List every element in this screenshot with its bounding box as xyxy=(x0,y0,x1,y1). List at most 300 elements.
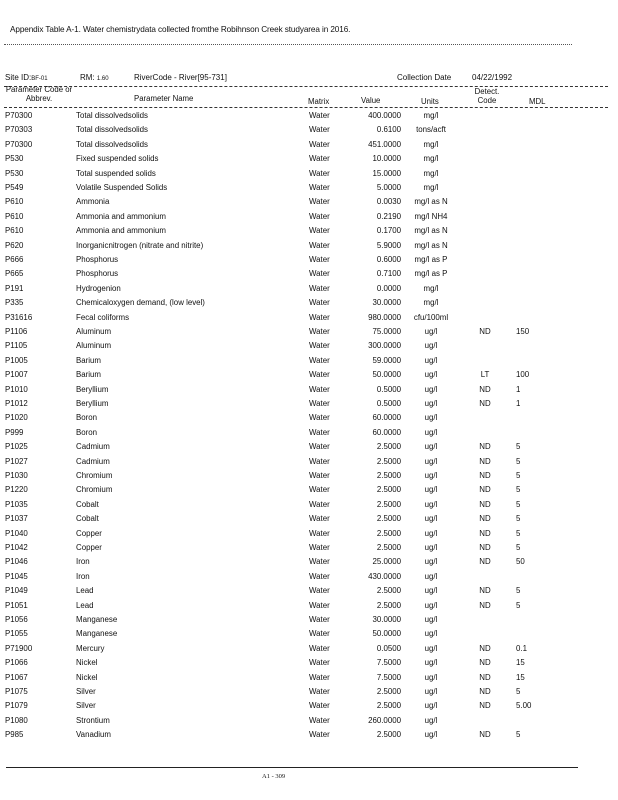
header-matrix: Matrix xyxy=(308,97,330,106)
mdl-cell: 5 xyxy=(516,514,521,524)
mdl-cell: 15 xyxy=(516,672,525,682)
parameter-name-cell: Total dissolvedsolids xyxy=(76,139,148,149)
table-row xyxy=(0,442,618,456)
header-mdl: MDL xyxy=(529,97,546,106)
parameter-name-cell: Ammonia and ammonium xyxy=(76,211,166,221)
value-cell: 2.5000 xyxy=(376,471,401,480)
parameter-name-cell: Beryllium xyxy=(76,384,109,394)
table-row xyxy=(0,701,618,715)
parameter-code-cell: P70300 xyxy=(5,139,33,149)
units-cell: ug/l xyxy=(424,456,438,466)
parameter-code-cell: P530 xyxy=(5,154,24,164)
units-cell: ug/l xyxy=(424,543,438,552)
parameter-name-cell: Cobalt xyxy=(76,514,99,524)
detect-code-cell: ND xyxy=(479,528,491,538)
matrix-cell: Water xyxy=(309,499,330,509)
value-cell: 5.9000 xyxy=(376,240,401,250)
units-cell: mg/l xyxy=(423,298,439,308)
detect-code-cell: ND xyxy=(479,485,491,495)
matrix-cell: Water xyxy=(309,643,330,653)
parameter-code-cell: P1005 xyxy=(5,355,28,365)
table-row xyxy=(0,413,618,427)
table-row xyxy=(0,197,618,211)
matrix-cell: Water xyxy=(309,586,330,596)
parameter-name-cell: Total dissolvedsolids xyxy=(76,125,148,135)
parameter-name-cell: Chromium xyxy=(76,471,113,480)
table-row xyxy=(0,716,618,730)
header-detect-code: Detect. Code xyxy=(474,87,500,105)
matrix-cell: Water xyxy=(309,183,330,192)
table-row xyxy=(0,356,618,370)
table-row xyxy=(0,557,618,571)
value-cell: 260.0000 xyxy=(368,715,401,725)
value-cell: 2.5000 xyxy=(376,528,401,538)
parameter-name-cell: Manganese xyxy=(76,615,118,624)
parameter-name-cell: Inorganicnitrogen (nitrate and nitrite) xyxy=(76,240,204,250)
table-row xyxy=(0,658,618,672)
units-cell: ug/l xyxy=(424,672,438,682)
value-cell: 2.5000 xyxy=(376,586,401,596)
table-row xyxy=(0,601,618,615)
units-cell: ug/l xyxy=(424,687,438,696)
parameter-code-cell: P1080 xyxy=(5,715,28,725)
parameter-code-cell: P666 xyxy=(5,255,24,264)
river-mile xyxy=(80,73,109,82)
parameter-name-cell: Fecal coliforms xyxy=(76,312,130,322)
matrix-cell: Water xyxy=(309,154,330,164)
value-cell: 300.0000 xyxy=(368,341,401,351)
matrix-cell: Water xyxy=(309,341,330,351)
matrix-cell: Water xyxy=(309,211,330,221)
matrix-cell: Water xyxy=(309,485,330,495)
parameter-code-cell: P1037 xyxy=(5,514,28,524)
parameter-code-cell: P1075 xyxy=(5,687,28,696)
table-row xyxy=(0,241,618,255)
value-cell: 2.5000 xyxy=(376,687,401,696)
table-row xyxy=(0,327,618,341)
mdl-cell: 150 xyxy=(516,327,530,336)
parameter-name-cell: Iron xyxy=(76,571,90,581)
table-row xyxy=(0,212,618,226)
matrix-cell: Water xyxy=(309,384,330,394)
value-cell: 7.5000 xyxy=(376,658,401,668)
detect-code-cell: ND xyxy=(479,600,491,610)
matrix-cell: Water xyxy=(309,355,330,365)
detect-code-cell: ND xyxy=(479,687,491,696)
parameter-name-cell: Strontium xyxy=(76,715,110,725)
units-cell: ug/l xyxy=(424,600,438,610)
value-cell: 2.5000 xyxy=(376,485,401,495)
mdl-cell: 5 xyxy=(516,442,521,452)
detect-code-cell: ND xyxy=(479,672,491,682)
units-cell: ug/l xyxy=(424,658,438,668)
parameter-code-cell: P1007 xyxy=(5,370,28,380)
mdl-cell: 100 xyxy=(516,370,530,380)
parameter-name-cell: Chromium xyxy=(76,485,113,495)
matrix-cell: Water xyxy=(309,370,330,380)
parameter-name-cell: Copper xyxy=(76,528,102,538)
parameter-code-cell: P1040 xyxy=(5,528,28,538)
units-cell: ug/l xyxy=(424,427,438,437)
table-row xyxy=(0,485,618,499)
parameter-name-cell: Total suspended solids xyxy=(76,168,156,178)
mdl-cell: 5.00 xyxy=(516,701,532,711)
units-cell: ug/l xyxy=(424,341,438,351)
units-cell: mg/l as P xyxy=(414,255,448,264)
parameter-name-cell: Boron xyxy=(76,413,98,423)
detect-code-cell: ND xyxy=(479,514,491,524)
value-cell: 0.0000 xyxy=(376,283,401,293)
table-row xyxy=(0,730,618,744)
parameter-code-cell: P985 xyxy=(5,730,24,740)
units-cell: ug/l xyxy=(424,384,438,394)
units-cell: ug/l xyxy=(424,413,438,423)
units-cell: ug/l xyxy=(424,327,438,336)
units-cell: ug/l xyxy=(424,499,438,509)
parameter-name-cell: Mercury xyxy=(76,643,105,653)
table-row xyxy=(0,514,618,528)
detect-code-cell: ND xyxy=(479,471,491,480)
value-cell: 430.0000 xyxy=(368,571,401,581)
detect-code-cell: ND xyxy=(479,543,491,552)
parameter-name-cell: Manganese xyxy=(76,629,118,639)
units-cell: ug/l xyxy=(424,586,438,596)
matrix-cell: Water xyxy=(309,283,330,293)
value-cell: 30.0000 xyxy=(372,615,401,624)
matrix-cell: Water xyxy=(309,514,330,524)
value-cell: 50.0000 xyxy=(372,629,401,639)
value-cell: 59.0000 xyxy=(372,355,401,365)
matrix-cell: Water xyxy=(309,456,330,466)
matrix-cell: Water xyxy=(309,600,330,610)
matrix-cell: Water xyxy=(309,413,330,423)
units-cell: ug/l xyxy=(424,643,438,653)
value-cell: 60.0000 xyxy=(372,413,401,423)
detect-code-cell: ND xyxy=(479,399,491,408)
value-cell: 50.0000 xyxy=(372,370,401,380)
parameter-name-cell: Cobalt xyxy=(76,499,99,509)
matrix-cell: Water xyxy=(309,672,330,682)
parameter-code-cell: P665 xyxy=(5,269,24,279)
matrix-cell: Water xyxy=(309,543,330,552)
parameter-code-cell: P1020 xyxy=(5,413,28,423)
parameter-code-cell: P1049 xyxy=(5,586,28,596)
table-row xyxy=(0,457,618,471)
detect-code-cell: ND xyxy=(479,557,491,567)
units-cell: ug/l xyxy=(424,629,438,639)
matrix-cell: Water xyxy=(309,168,330,178)
table-row xyxy=(0,226,618,240)
units-cell: mg/l NH4 xyxy=(414,211,448,221)
table-row xyxy=(0,169,618,183)
units-cell: ug/l xyxy=(424,471,438,480)
units-cell: ug/l xyxy=(424,528,438,538)
table-row xyxy=(0,629,618,643)
matrix-cell: Water xyxy=(309,701,330,711)
value-cell: 60.0000 xyxy=(372,427,401,437)
value-cell: 0.6000 xyxy=(376,255,401,264)
table-row xyxy=(0,154,618,168)
parameter-code-cell: P1030 xyxy=(5,471,28,480)
parameter-code-cell: P549 xyxy=(5,183,24,192)
parameter-code-cell: P1055 xyxy=(5,629,28,639)
table-row xyxy=(0,385,618,399)
mdl-cell: 5 xyxy=(516,687,521,696)
matrix-cell: Water xyxy=(309,730,330,740)
parameter-name-cell: Cadmium xyxy=(76,456,110,466)
value-cell: 2.5000 xyxy=(376,442,401,452)
parameter-name-cell: Copper xyxy=(76,543,102,552)
value-cell: 0.5000 xyxy=(376,384,401,394)
parameter-code-cell: P1079 xyxy=(5,701,28,711)
table-row xyxy=(0,313,618,327)
matrix-cell: Water xyxy=(309,298,330,308)
parameter-code-cell: P1056 xyxy=(5,615,28,624)
mdl-cell: 50 xyxy=(516,557,525,567)
parameter-name-cell: Vanadium xyxy=(76,730,111,740)
units-cell: mg/l xyxy=(423,154,439,164)
value-cell: 2.5000 xyxy=(376,730,401,740)
units-cell: cfu/100ml xyxy=(413,312,449,322)
parameter-code-cell: P1025 xyxy=(5,442,28,452)
parameter-name-cell: Boron xyxy=(76,427,98,437)
rm-label: RM: xyxy=(80,73,95,82)
parameter-code-cell: P999 xyxy=(5,427,24,437)
value-cell: 400.0000 xyxy=(368,111,401,120)
parameter-name-cell: Chemicaloxygen demand, (low level) xyxy=(76,298,205,308)
value-cell: 2.5000 xyxy=(376,543,401,552)
table-row xyxy=(0,140,618,154)
detect-code-cell: ND xyxy=(479,327,491,336)
table-row xyxy=(0,687,618,701)
matrix-cell: Water xyxy=(309,557,330,567)
units-cell: mg/l xyxy=(423,168,439,178)
matrix-cell: Water xyxy=(309,255,330,264)
matrix-cell: Water xyxy=(309,399,330,408)
value-cell: 75.0000 xyxy=(372,327,401,336)
header-top-rule xyxy=(4,86,608,87)
site-id-label: Site ID: xyxy=(5,73,32,82)
matrix-cell: Water xyxy=(309,715,330,725)
parameter-name-cell: Silver xyxy=(76,687,96,696)
value-cell: 2.5000 xyxy=(376,456,401,466)
units-cell: tons/acft xyxy=(416,125,446,135)
units-cell: ug/l xyxy=(424,571,438,581)
parameter-code-cell: P1035 xyxy=(5,499,28,509)
parameter-code-cell: P1220 xyxy=(5,485,28,495)
header-value: Value xyxy=(361,96,381,105)
table-row xyxy=(0,284,618,298)
units-cell: mg/l xyxy=(423,111,439,120)
parameter-code-cell: P530 xyxy=(5,168,24,178)
parameter-name-cell: Nickel xyxy=(76,672,98,682)
units-cell: mg/l as N xyxy=(414,226,448,236)
parameter-name-cell: Nickel xyxy=(76,658,98,668)
value-cell: 451.0000 xyxy=(368,139,401,149)
parameter-code-cell: P1027 xyxy=(5,456,28,466)
mdl-cell: 5 xyxy=(516,485,521,495)
units-cell: mg/l as N xyxy=(414,197,448,207)
header-param-code: Parameter Code or Abbrev. xyxy=(5,85,73,103)
mdl-cell: 5 xyxy=(516,730,521,740)
units-cell: ug/l xyxy=(424,557,438,567)
parameter-name-cell: Barium xyxy=(76,355,101,365)
detect-code-cell: ND xyxy=(479,658,491,668)
parameter-code-cell: P1042 xyxy=(5,543,28,552)
header-param-name: Parameter Name xyxy=(134,94,194,103)
value-cell: 7.5000 xyxy=(376,672,401,682)
parameter-name-cell: Fixed suspended solids xyxy=(76,154,159,164)
table-row xyxy=(0,615,618,629)
parameter-code-cell: P610 xyxy=(5,197,24,207)
detect-code-cell: ND xyxy=(479,643,491,653)
parameter-code-cell: P1066 xyxy=(5,658,28,668)
parameter-name-cell: Silver xyxy=(76,701,96,711)
value-cell: 0.0500 xyxy=(376,643,401,653)
table-row xyxy=(0,428,618,442)
value-cell: 2.5000 xyxy=(376,514,401,524)
parameter-code-cell: P31616 xyxy=(5,312,33,322)
parameter-code-cell: P1046 xyxy=(5,557,28,567)
detect-code-cell: ND xyxy=(479,384,491,394)
parameter-name-cell: Volatile Suspended Solids xyxy=(76,183,168,192)
mdl-cell: 1 xyxy=(516,384,521,394)
parameter-code-cell: P335 xyxy=(5,298,24,308)
table-row xyxy=(0,341,618,355)
table-row xyxy=(0,255,618,269)
parameter-name-cell: Ammonia xyxy=(76,197,110,207)
parameter-code-cell: P1012 xyxy=(5,399,28,408)
table-row xyxy=(0,298,618,312)
parameter-name-cell: Phosphorus xyxy=(76,255,119,264)
parameter-name-cell: Lead xyxy=(76,586,94,596)
parameter-code-cell: P620 xyxy=(5,240,24,250)
matrix-cell: Water xyxy=(309,471,330,480)
units-cell: ug/l xyxy=(424,355,438,365)
footer-rule xyxy=(6,767,578,768)
units-cell: ug/l xyxy=(424,370,438,380)
value-cell: 10.0000 xyxy=(372,154,401,164)
table-row xyxy=(0,125,618,139)
units-cell: ug/l xyxy=(424,701,438,711)
matrix-cell: Water xyxy=(309,269,330,279)
detect-code-cell: LT xyxy=(480,370,490,380)
table-row xyxy=(0,500,618,514)
parameter-name-cell: Iron xyxy=(76,557,90,567)
header-units: Units xyxy=(421,97,439,106)
value-cell: 25.0000 xyxy=(372,557,401,567)
value-cell: 2.5000 xyxy=(376,499,401,509)
units-cell: mg/l as N xyxy=(414,240,448,250)
value-cell: 15.0000 xyxy=(372,168,401,178)
detect-code-cell: ND xyxy=(479,586,491,596)
mdl-cell: 5 xyxy=(516,600,521,610)
matrix-cell: Water xyxy=(309,111,330,120)
units-cell: ug/l xyxy=(424,730,438,740)
parameter-name-cell: Phosphorus xyxy=(76,269,119,279)
parameter-name-cell: Lead xyxy=(76,600,94,610)
matrix-cell: Water xyxy=(309,197,330,207)
parameter-code-cell: P70300 xyxy=(5,111,33,120)
value-cell: 5.0000 xyxy=(376,183,401,192)
value-cell: 980.0000 xyxy=(368,312,401,322)
mdl-cell: 5 xyxy=(516,471,521,480)
table-row xyxy=(0,572,618,586)
table-row xyxy=(0,586,618,600)
parameter-name-cell: Aluminum xyxy=(76,327,112,336)
parameter-code-cell: P1045 xyxy=(5,571,28,581)
matrix-cell: Water xyxy=(309,139,330,149)
matrix-cell: Water xyxy=(309,226,330,236)
mdl-cell: 0.1 xyxy=(516,643,527,653)
table-row xyxy=(0,183,618,197)
value-cell: 0.5000 xyxy=(376,399,401,408)
caption-divider xyxy=(4,44,572,45)
header-bottom-rule xyxy=(4,107,608,108)
mdl-cell: 5 xyxy=(516,528,521,538)
table-row xyxy=(0,269,618,283)
parameter-code-cell: P1010 xyxy=(5,384,28,394)
matrix-cell: Water xyxy=(309,312,330,322)
table-row xyxy=(0,399,618,413)
value-cell: 0.2190 xyxy=(376,211,401,221)
matrix-cell: Water xyxy=(309,629,330,639)
parameter-name-cell: Beryllium xyxy=(76,399,109,408)
units-cell: mg/l xyxy=(423,183,439,192)
units-cell: mg/l xyxy=(423,139,439,149)
units-cell: ug/l xyxy=(424,615,438,624)
matrix-cell: Water xyxy=(309,427,330,437)
detect-code-cell: ND xyxy=(479,442,491,452)
mdl-cell: 15 xyxy=(516,658,525,668)
units-cell: ug/l xyxy=(424,715,438,725)
detect-code-cell: ND xyxy=(479,499,491,509)
mdl-cell: 5 xyxy=(516,499,521,509)
matrix-cell: Water xyxy=(309,687,330,696)
parameter-name-cell: Ammonia and ammonium xyxy=(76,226,166,236)
units-cell: mg/l xyxy=(423,283,439,293)
parameter-name-cell: Barium xyxy=(76,370,101,380)
table-row xyxy=(0,111,618,125)
mdl-cell: 5 xyxy=(516,543,521,552)
table-row xyxy=(0,471,618,485)
parameter-name-cell: Aluminum xyxy=(76,341,112,351)
rm-value: 1.60 xyxy=(96,76,109,82)
parameter-code-cell: P70303 xyxy=(5,125,33,135)
units-cell: ug/l xyxy=(424,485,438,495)
matrix-cell: Water xyxy=(309,327,330,336)
value-cell: 2.5000 xyxy=(376,600,401,610)
parameter-code-cell: P1067 xyxy=(5,672,28,682)
table-row xyxy=(0,644,618,658)
detect-code-cell: ND xyxy=(479,730,491,740)
parameter-code-cell: P610 xyxy=(5,211,24,221)
page-number: A1 - 309 xyxy=(262,773,286,780)
parameter-name-cell: Cadmium xyxy=(76,442,110,452)
value-cell: 30.0000 xyxy=(372,298,401,308)
parameter-name-cell: Hydrogenion xyxy=(76,283,121,293)
units-cell: mg/l as P xyxy=(414,269,448,279)
parameter-name-cell: Total dissolvedsolids xyxy=(76,111,148,120)
parameter-code-cell: P71900 xyxy=(5,643,33,653)
parameter-code-cell: P191 xyxy=(5,283,24,293)
table-row xyxy=(0,543,618,557)
value-cell: 2.5000 xyxy=(376,701,401,711)
table-row xyxy=(0,673,618,687)
detect-code-cell: ND xyxy=(479,456,491,466)
matrix-cell: Water xyxy=(309,571,330,581)
detect-code-cell: ND xyxy=(479,701,491,711)
